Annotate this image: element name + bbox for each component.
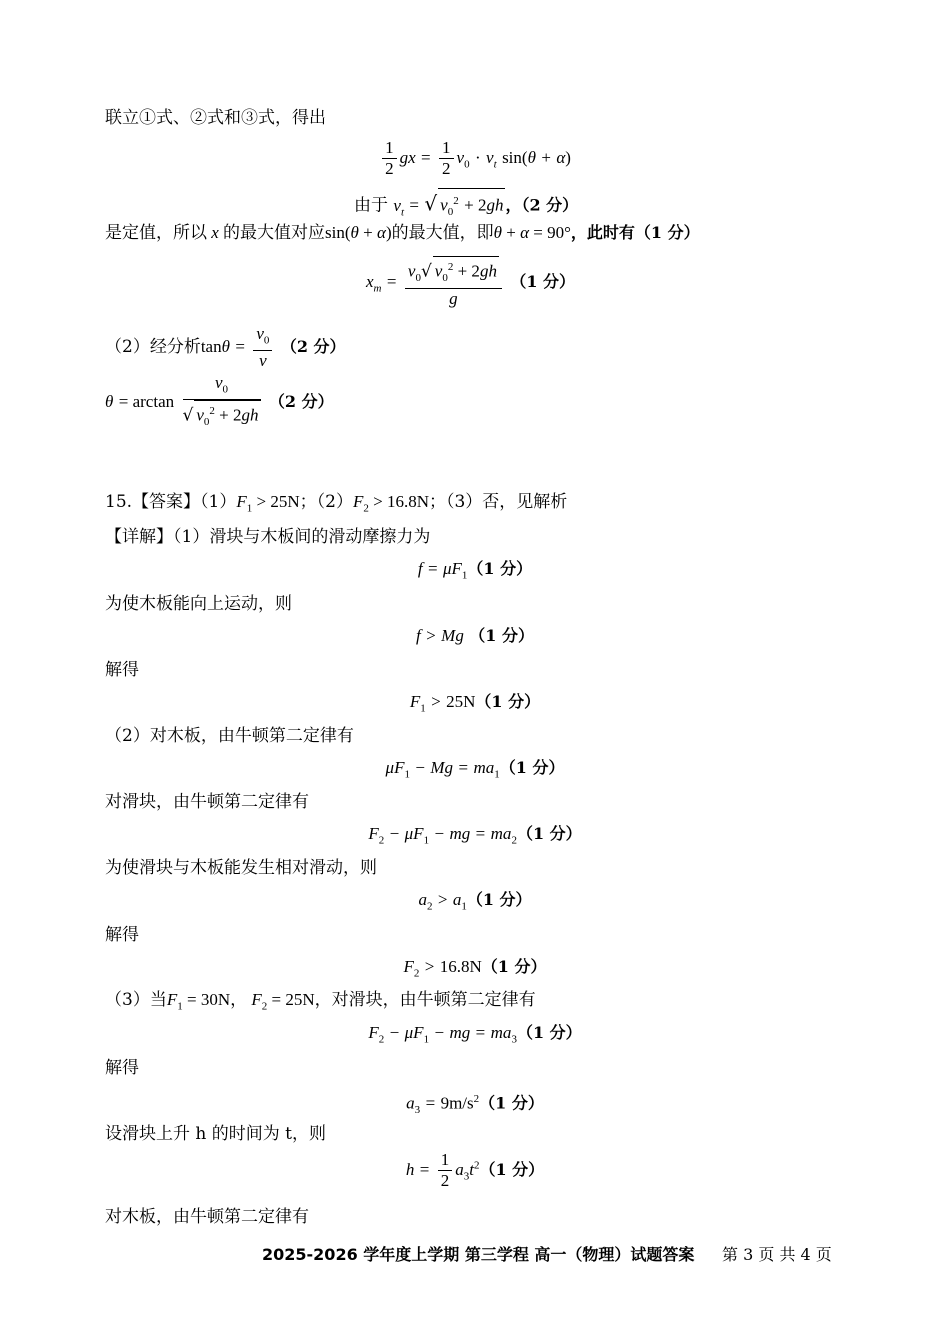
- equation: $x_m$ = $\frac{v_0√ v_0^2 + 2gh}{g}$ （1 分）: [366, 256, 575, 309]
- equation: （2）经分析tanθ = $\frac{v_0}{v}$ （2 分）: [105, 324, 346, 371]
- equation: $f = \mu F_1(1$ 分）: [417, 559, 533, 582]
- text-line: 设滑块上升 h 的时间为 t，则: [105, 1124, 326, 1144]
- equation: $a_2 > a_1(1$ 分）: [418, 890, 532, 913]
- text-line: 解得: [105, 660, 139, 680]
- answer-line: 15.【答案】$(1)F_1 > 25N$；$(2)F_2 > 16.8N$；（3）否，见解析: [105, 492, 568, 515]
- footer-title: 2025-2026 学年度上学期 第三学程 高一（物理）试题答案: [262, 1245, 695, 1264]
- equation: h = $\frac{1}{2}$ $a_3t^2(1$ 分）: [405, 1150, 545, 1190]
- text-line: 联立①式、②式和③式，得出: [105, 108, 326, 128]
- equation: $F_2 - \mu F_1$ − mg = $ma_3(1$ 分）: [368, 1023, 582, 1046]
- equation: f > Mg （1 分）: [416, 626, 534, 645]
- text-line: 对木板，由牛顿第二定律有: [105, 1207, 309, 1227]
- text-line: （2）对木板，由牛顿第二定律有: [105, 726, 354, 746]
- equation: $\mu F_1 - Mg = ma_1(1$ 分）: [385, 758, 565, 781]
- text-line: 【详解】（1）滑块与木板间的滑动摩擦力为: [105, 527, 431, 547]
- text-line: 为使木板能向上运动，则: [105, 594, 292, 614]
- text-line: 是定值，所以 x 的最大值对应sin(θ + α)的最大值，即θ + α = 90°，此时有（1 分）: [105, 223, 700, 243]
- page-number: 第 3 页 共 4 页: [722, 1245, 832, 1264]
- equation: θ = arctan $\frac{v_0}{√ v_0^2 + 2gh}$ （2 分）: [105, 373, 334, 432]
- equation: $\frac{1}{2}$ gx = $\frac{1}{2}$ $v_0 \cdot v_t$ sin(θ + α): [0, 138, 950, 179]
- equation: $F_2 - \mu F_1$ − mg = $ma_2(1$ 分）: [368, 824, 582, 847]
- equation: $a_3 = 9m/s^2(1$ 分）: [406, 1093, 544, 1117]
- equation: $F_1 > 25N(1$ 分）: [409, 692, 541, 715]
- text-line: 为使滑块与木板能发生相对滑动，则: [105, 858, 377, 878]
- text-line: （3）当$F_1 = 30N$， $F_2 = 25N$，对滑块，由牛顿第二定律有: [105, 990, 536, 1013]
- equation: 由于 $v_t$ = √ $v_0^2 + 2gh$ ，（2 分）: [354, 188, 578, 224]
- text-line: 对滑块，由牛顿第二定律有: [105, 792, 309, 812]
- equation: $F_2 > 16.8N(1$ 分）: [403, 957, 547, 980]
- text-line: 解得: [105, 925, 139, 945]
- text-line: 解得: [105, 1058, 139, 1078]
